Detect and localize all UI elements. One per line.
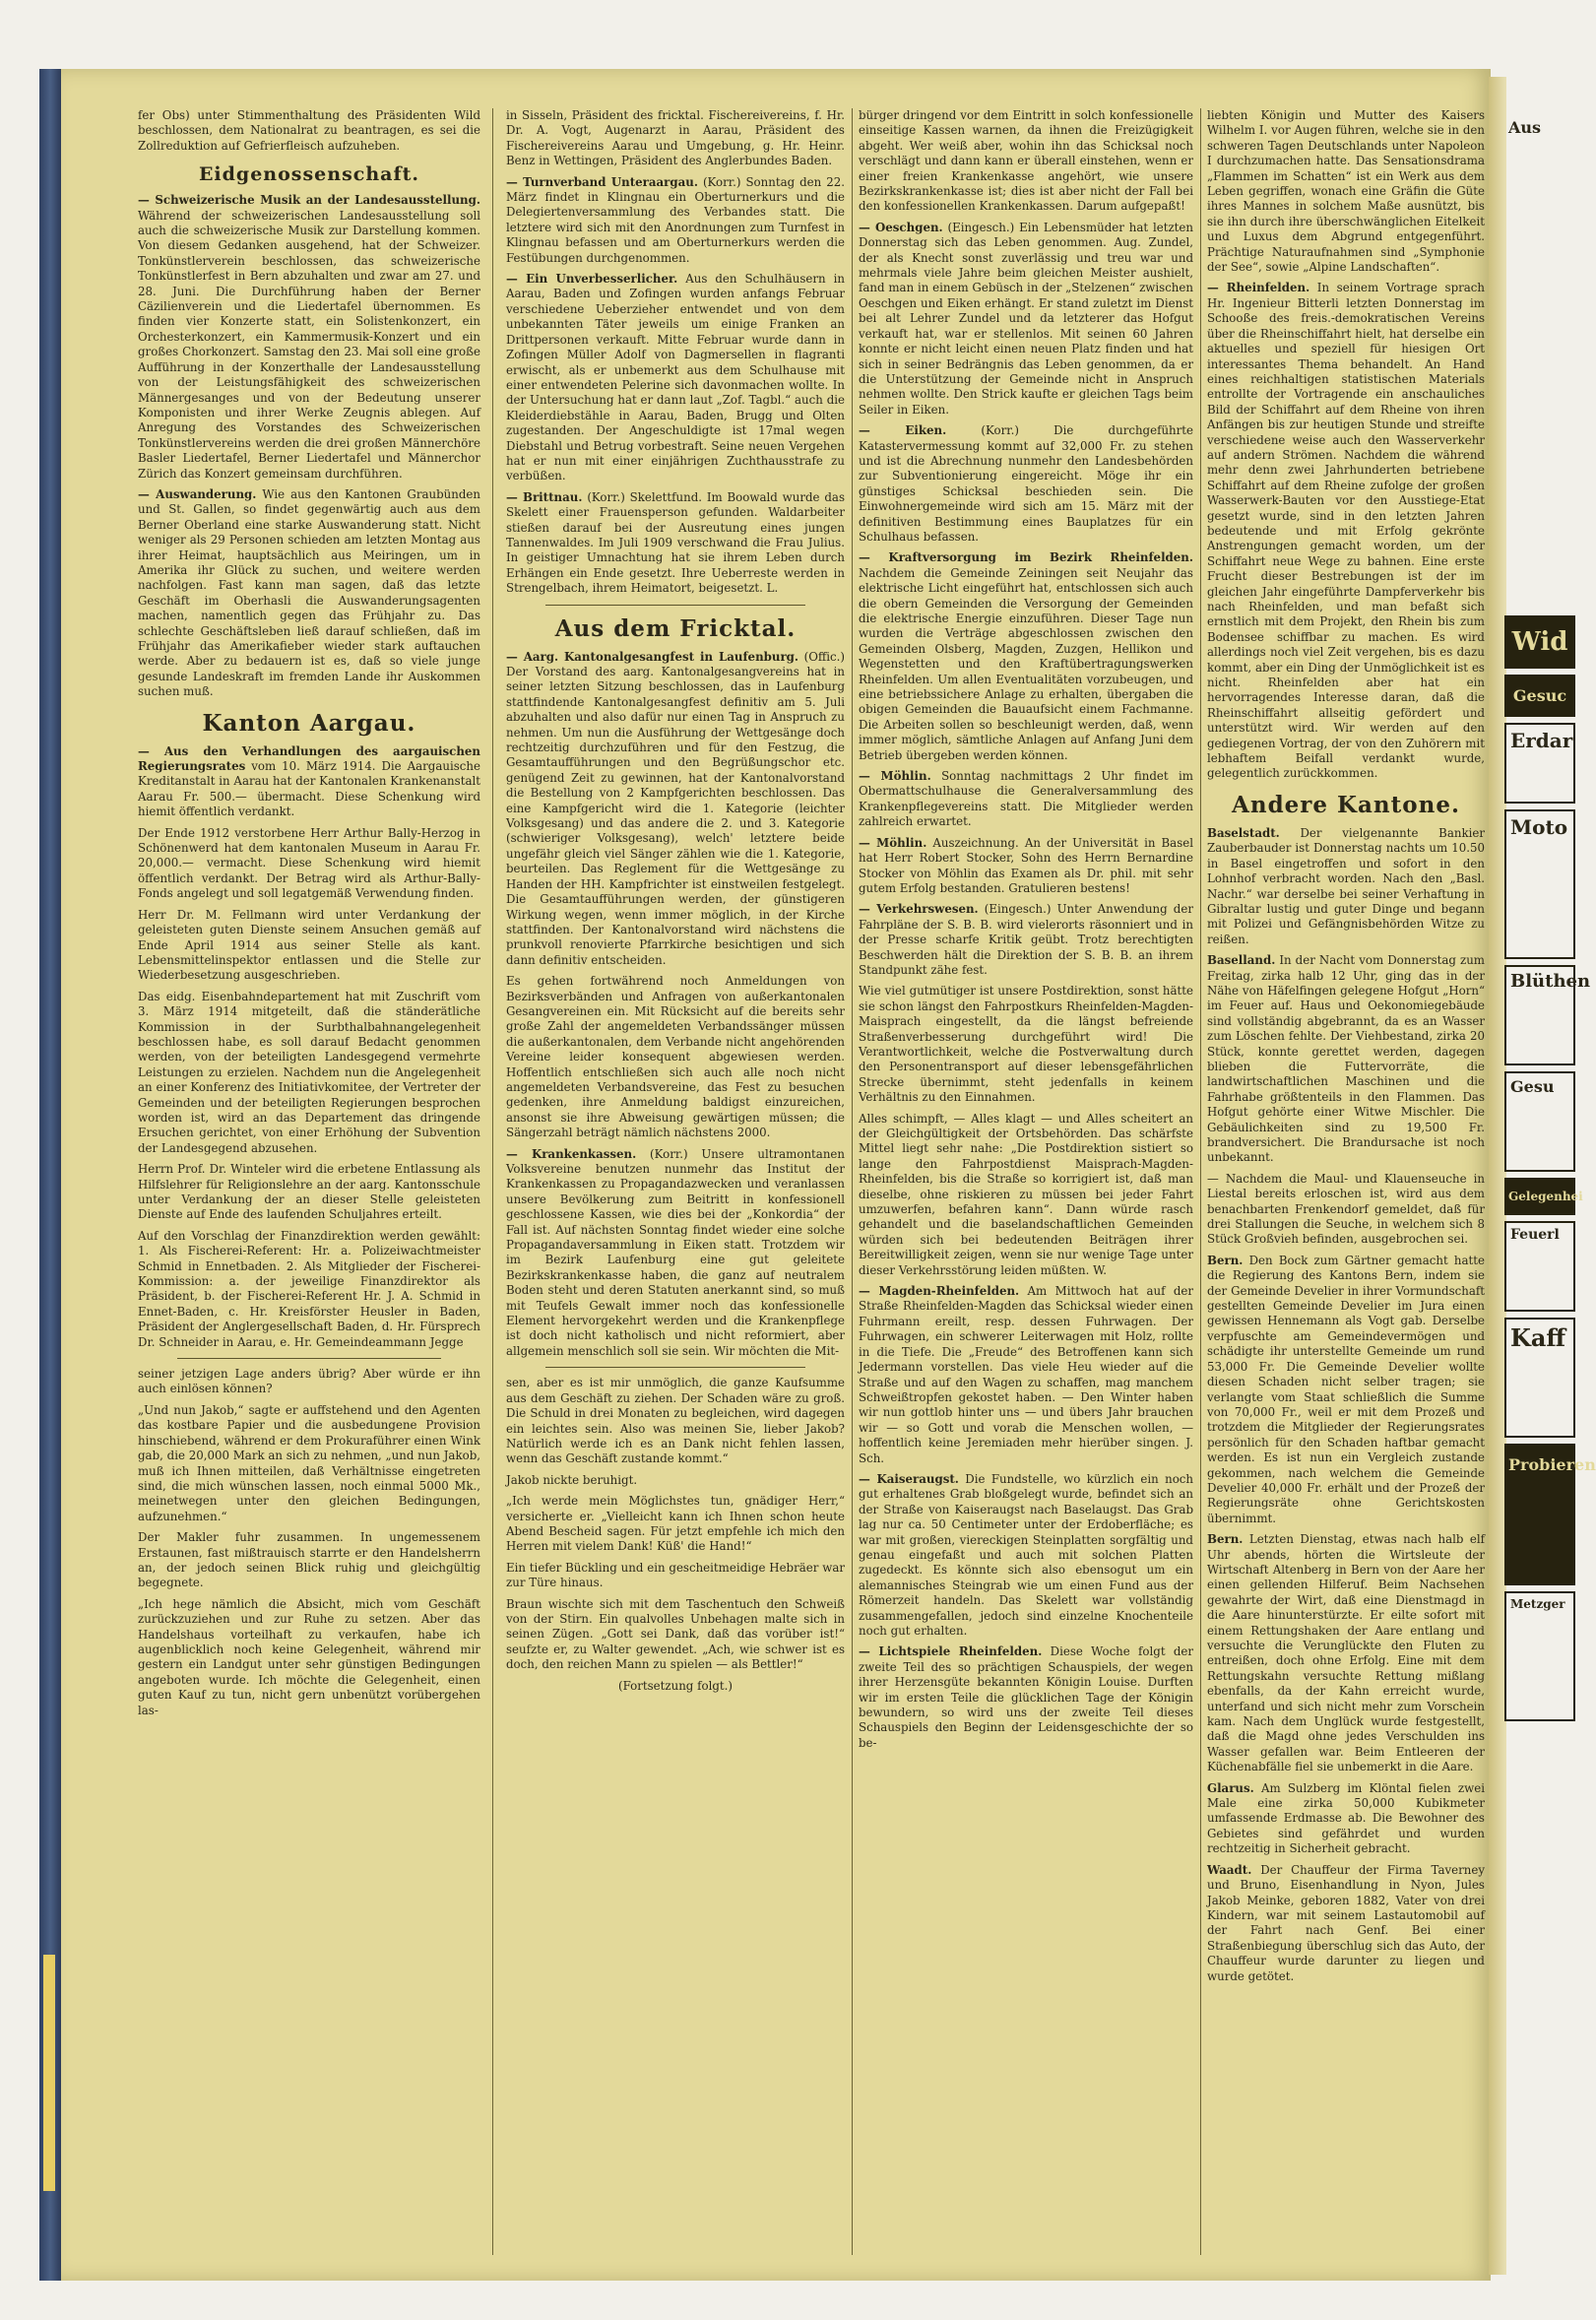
article [859,423,1193,545]
ad-banner: Wid [1504,615,1575,669]
article-signature: J. Sch. [859,1436,1193,1465]
article-text: Wie aus den Kantonen Graubünden und St. Gallen, so findet gegenwärtig auch aus dem Berner Oberland eine starke Auswanderung statt. Nicht weniger als 29 Personen schieden am letzten Montag aus ihrer Heimat, hauptsächlich aus Meiringen, um in Amerika ihr Glück zu suchen, und weitere werden nachfolgen. Fast kann man sagen, daß das letzte Geschäft im Oberhasli die Auswanderungsagenten machen, namentlich gegen das Frühjahr zu. Das schlechte Geschäftsleben ließ darauf schließen, daß im Frühjahr das Amerikafieber wieder stark auftauchen werde. Aber zu bedauern ist es, daß so viele junge gesunde Landeskraft im fremden Lande ihr Auskommen suchen muß. [138,486,480,699]
ad-heading: Aus [1508,118,1542,137]
article-text: In seinem Vortrage sprach Hr. Ingenieur Bitterli letzten Donnerstag im Schooße des freis.-demokratischen Vereins über die Rheinschiffahrt hielt, hat derselbe ein aktuelles und speziell für hiesigen Ort interessantes Thema behandelt. An Hand eines reichhaltigen statistischen Materials entrollte der Vortragende ein anschauliches Bild der Schiffahrt auf dem Rheine von ihren Anfängen bis zur heutigen Stunde und streifte verschiedene weise auch den Wasserverkehr auf andern Strömen. Nachdem die während mehr denn zwei Jahrhunderten betriebene Schiffahrt auf dem Rheine zufolge der großen Wasserwerk-Bauten vor den Ausstiege-Etat gesetzt wurde, sind in den letzten Jahren bedeutende und mit Erfolg gekrönte Anstrengungen gemacht worden, um der Schiffahrt neue Wege zu bahnen. Eine erste Frucht dieser Bestrebungen ist der im gleichen Jahr eingeführte Dampferverkehr bis nach Rheinfelden, und man befaßt sich ernstlich mit dem Projekt, den Rhein bis zum Bodensee schiffbar zu machen. Es wird allerdings noch viel Zeit vergehen, bis es dazu kommt, aber ein Ding der Unmöglichkeit ist es nicht. Rheinfelden aber hat ein hervorragendes Interesse daran, daß die Rheinschiffahrt allseitig gefördert und unterstützt wird. Wir werden auf den gediegenen Vortrag, der von den Zuhörern mit lebhaftem Beifall verdankt wurde, gelegentlich zurückkommen. [1207,281,1486,781]
article-text: (Korr.) Unsere ultramontanen Volksvereine benutzen nunmehr das Institut der Krankenkassen zu Propagandazwecken und veranlassen unsere Bevölkerung zum Beitritt in konfessionell geschlossene Kassen, wie dies bei der „Konkordia“ der Fall ist. Auf nächsten Sonntag findet wieder eine solche Propagandaversammlung in Eiken statt. Trotzdem wir im Bezirk Laufenburg eine gut geleitete Bezirkskrankenkasse haben, die ganz auf neutralem Boden steht und deren Statuten anerkannt sind, so muß mit Teufels Gewalt immer noch das konfessionelle Element hervorgekehrt werden und die Krankenpflege ist doch nicht katholisch und nicht reformiert, aber allgemein menschlich soll sie sein. Wir möchten die Mit- [506,1146,845,1358]
article-text: Der Chauffeur der Firma Taverney und Bruno, Eisenhandlung in Nyon, Jules Jakob Meinke, geboren 1882, Vater von drei Kindern, war mit seinem Lastautomobil auf der Fahrt nach Genf. Bei einer Straßenbiegung überschlug sich das Auto, der Chauffeur wurde darunter zu liegen und wurde getötet. [1207,1862,1486,1983]
article [1207,1254,1485,1526]
novel-text: „Ich hege nämlich die Absicht, mich vom Geschäft zurückzuziehen und zur Ruhe zu setzen. Aber das Handelshaus vorteilhaft zu verkaufen, habe ich augenblicklich noch keine Gelegenheit, während mir gestern ein Landgut unter sehr günstigen Bedingungen angeboten wurde. Ich möchte die Gelegenheit, einen guten Kauf zu tun, nicht gern unbenützt vorübergehen las- [138,1596,480,1717]
article-signature: L. [766,581,779,596]
article-title: — Möhlin. [859,769,931,784]
feuilleton-divider [177,1358,441,1359]
column-2 [506,108,845,1700]
article-title: — Lichtspiele Rheinfelden. [859,1644,1043,1659]
article-title: Bern. [1207,1253,1244,1267]
article [1207,281,1485,781]
article-text: (Offic.) Der Vorstand des aarg. Kantonalgesangvereins hat in seiner letzten Sitzung beschlossen, das in Laufenburg stattfindende Kantonalgesangfest definitiv am 5. Juli abzuhalten und also dafür nur einen Tag in Anspruch zu nehmen. Um nun die Ausführung der Wettgesänge doch rechtzeitig durchzuführen und für den Festzug, die Gesamtaufführungen und den Begrüßungschor etc. genügend Zeit zu gewinnen, hat der Kantonalvorstand die Bestellung von 2 Kampfgerichten beschlossen. Das eine Kampfgericht wird die 1. Kategorie (leichter Volksgesang) und das andere die 2. und 3. Kategorie (schwieriger Volksgesang), welch' letztere beide ungefähr gleich viel Sänger zählen wie die 1. Kategorie, beurteilen. Das Reglement für die Wettgesänge zu Handen der HH. Kampfrichter ist einstweilen festgelegt. Die Gesamtaufführungen werden, der günstigeren Wirkung wegen, wenn immer möglich, in der Kirche stattfinden. Der Kantonalvorstand wird nächstens die prunkvoll renovierte Pfarrkirche besichtigen und sich dann definitiv entscheiden. [506,649,846,967]
article-text: Wie viel gutmütiger ist unsere Postdirektion, sonst hätte sie schon längst den Fahrpostkurs Rheinfelden-Magden-Maisprach eingestellt, da die längst befreiende Straßenverbesserung durchgeführt wird! Die Verantwortlichkeit, welche die Postverwaltung durch den Personentransport auf dieser lebensgefährlichen Strecke übernimmt, steht jedenfalls in keinem Verhältnis zu den Einnahmen. [859,984,1193,1105]
article-text: Nachdem die Gemeinde Zeiningen seit Neujahr das elektrische Licht eingeführt hat, entschlossen sich auch die obern Gemeinden die Versorgung der Gemeinden die elektrische Energie einzuführen. Dieser Tage nun wurden die Verträge abgeschlossen zwischen den Gemeinden Olsberg, Magden, Zuzgen, Hellikon und Wegenstetten und den Kraftübertragungswerken Rheinfelden. Um allen Eventualitäten vorzubeugen, und eine betriebssichere Anlage zu erhalten, übergaben die obigen Gemeinden die Bauaufsicht einem Fachmanne. Die Arbeiten sollen so beschleunigt werden, daß, wenn immer möglich, sämtliche Anlagen auf Anfang Juni dem Betrieb übergeben werden können. [859,565,1193,762]
article-text: Auszeichnung. An der Universität in Basel hat Herr Robert Stocker, Sohn des Herrn Bernardine Stocker von Möhlin das Examen als Dr. phil. mit sehr gutem Erfolg bestanden. Gratulieren bestens! [859,835,1193,895]
article-title: Waadt. [1207,1862,1252,1877]
article-text: bürger dringend vor dem Eintritt in solch konfessionelle einseitige Kassen warnen, da ihnen die Freizügigkeit abgeht. Wer weiß aber, wohin ihn das Schicksal noch verschlägt und dann kann er überall einstehen, wenn er einer freien Krankenkasse angehört, wie unsere Bezirkskrankenkasse ist; dies ist aber nicht der Fall bei den konfessionellen Krankenkassen. Darum aufgepaßt! [859,108,1193,214]
ad-box: Erdar [1504,723,1575,804]
column-rule [492,108,493,2255]
article-text: in Sisseln, Präsident des fricktal. Fischereivereins, f. Hr. Dr. A. Vogt, Augenarzt in Aarau, Präsident des Fischereivereins Aarau und Umgebung, g. Hr. Heinr. Benz in Wettingen, Präsident des Anglerbundes Baden. [506,108,845,168]
novel-text: „Ich werde mein Möglichstes tun, gnädiger Herr,“ versicherte er. „Vielleicht kann ich Ihnen schon heute Abend Bescheid sagen. Für jetzt empfehle ich mich den Herren mit vielem Dank! Küß' die Hand!“ [506,1494,845,1554]
article-text: (Korr.) Skelettfund. Im Boowald wurde das Skelett einer Frauensperson gefunden. Waldarbeiter stießen darauf bei der Ausreutung eines jungen Tannenwaldes. Im Juli 1909 verschwand die Frau Julius. In geistiger Umnachtung hat sie ihrem Leben durch Erhängen ein Ende gesetzt. Ihre Ueberreste werden in Strengelbach, ihrem Heimatort, beigesetzt. [506,489,846,596]
article [506,272,845,484]
article-title: — Kaiseraugst. [859,1471,959,1486]
ad-box: Gesu [1504,1071,1575,1172]
section-heading: Aus dem Fricktal. [554,614,797,642]
article-title: — Verkehrswesen. [859,902,979,917]
article-title: — Ein Unverbesserlicher. [506,272,678,287]
article-text: Letzten Dienstag, etwas nach halb elf Uhr abends, hörten die Wirtsleute der Wirtschaft Altenberg in Bern von der Aare her einen gellenden Hilferuf. Beim Nachsehen gewahrte der Wirt, daß eine Dienstmagd in die Aare hinunterstürzte. Er eilte sofort mit einem Rettungshaken der Aare entlang und versuchte die Verunglückte den Fluten zu entreißen, doch ohne Erfolg. Eine mit dem Rettungskahn versuchte Rettung mißlang ebenfalls, da der Kahn erreicht wurde, unterfand und sich nicht mehr zum Vorschein kam. Nach dem Unglück wurde festgestellt, daß die Magd ohne jedes Verschulden ins Wasser gefallen war. Beim Entleeren der Küchenabfälle fiel sie unbemerkt in die Aare. [1207,1532,1485,1774]
article [859,1644,1193,1751]
article-text: Alles schimpft, — Alles klagt — und Alles scheitert an der Gleichgültigkeit der Ortsbehörden. Das schärfste Mittel liegt sehr nahe: „Die Postdirektion sistiert so lange den Fahrpostdienst Maisprach-Magden-Rheinfelden, bis die Straße so korrigiert ist, daß man dieselbe, ohne riskieren zu müssen bei jeder Fahrt umzuwerfen, befahren kann“. Dann würde rasch gehandelt und die baselandschaftlichen Gemeinden würden sich bei bedeutenden Beiträgen ihrer Bereitwilligkeit zeigen, wenn sie nur wenige Tage unter dieser Verkehrsstörung leiden müßten. [859,1111,1193,1277]
article [1207,953,1485,1166]
novel-text: sen, aber es ist mir unmöglich, die ganze Kaufsumme aus dem Geschäft zu ziehen. Der Schaden wäre zu groß. Die Schuld in drei Monaten zu begleichen, wird dagegen ein leichtes sein. Also was meinen Sie, lieber Jakob? Natürlich werde ich es an Dank nicht fehlen lassen, wenn das Geschäft zustande kommt.“ [506,1376,845,1466]
article-text: Auf den Vorschlag der Finanzdirektion werden gewählt: 1. Als Fischerei-Referent: Hr. a. Polizeiwachtmeister Schmid in Ennetbaden. 2. Als Mitglieder der Fischerei-Kommission: a. der jeweilige Finanzdirektor als Präsident, b. der Fischerei-Referent Hr. J. A. Schmid in Ennet-Baden, c. Hr. Kreisförster Heusler in Baden, Präsident der Anglergesellschaft Baden, d. Hr. Fürsprech Dr. Schneider in Aarau, e. Hr. Gemeindeammann Jegge [138,1228,480,1349]
article-title: — Auswanderung. [138,486,257,501]
article-signature: W. [1093,1262,1107,1277]
article-text: Der Ende 1912 verstorbene Herr Arthur Bally-Herzog in Schönenwerd hat dem kantonalen Museum in Aarau Fr. 20,000.— vermacht. Diese Schenkung wird hiemit öffentlich verdankt. Der Betrag wird als Arthur-Bally-Fonds angelegt und soll legatgemäß Verwendung finden. [138,825,480,901]
article-title: — Oeschgen. [859,220,943,234]
article-text: fer Obs) unter Stimmenthaltung des Präsidenten Wild beschlossen, dem Nationalrat zu beantragen, es sei die Zollreduktion auf Gefrierfleisch aufzuheben. [138,108,480,153]
article-text: Es gehen fortwährend noch Anmeldungen von Bezirksverbänden und Anfragen von außerkantonalen Gesangvereinen ein. Mit Rücksicht auf die bereits sehr große Zahl der angemeldeten Verbandssänger müssen die außerkantonalen, dem Verbande nicht angehörenden Vereine leider konsequent abgewiesen werden. Hoffentlich entschließen sich auch alle noch nicht angemeldeten Verbandsvereine, das Fest zu besuchen gedenken, ihre Anmeldung baldigst einzureichen, ansonst sie ihre Abweisung gewärtigen müssen; die Sängerzahl beträgt nämlich nächstens 2000. [506,974,845,1140]
feuilleton-divider [545,1367,805,1368]
article [859,769,1193,830]
column-4 [1207,108,1485,1990]
article [859,1284,1193,1466]
article [1207,1781,1485,1857]
ad-box: Moto [1504,809,1575,959]
column-rule [852,108,853,2255]
ad-box: Blüthen [1504,965,1575,1065]
section-divider [545,605,805,606]
article-title: — Magden-Rheinfelden. [859,1284,1020,1299]
article-text: liebten Königin und Mutter des Kaisers Wilhelm I. vor Augen führen, welche sie in den schweren Tagen Deutschlands unter Napoleon I durchzumachen hatte. Das Sensationsdrama „Flammen im Schatten“ ist ein Werk aus dem Leben gegriffen, wonach eine Gräfin die Güte ihres Mannes in solchem Maße ausnützt, bis sie ihn durch ihre überschwänglichen Eitelkeit und Luxus dem Abgrund entgegenführt. Prächtige Naturaufnahmen sind „Symphonie der See“, sowie „Alpine Landschaften“. [1207,108,1485,275]
binding-label [43,1955,55,2191]
article-text: Herr Dr. M. Fellmann wird unter Verdankung der geleisteten guten Dienste seinem Ansuchen gemäß auf Ende April 1914 aus seiner Stelle als kant. Lebensmittelinspektor entlassen und die Stelle zur Wiederbesetzung ausgeschrieben. [138,907,480,983]
article-text: — Nachdem die Maul- und Klauenseuche in Liestal bereits erloschen ist, wird aus dem benachbarten Frenkendorf gemeldet, daß für drei Stallungen die Seuche, in welchem sich 8 Stück Großvieh befinden, ausgebrochen sei. [1207,1171,1485,1247]
article [859,1472,1193,1639]
article-text: Am Mittwoch hat auf der Straße Rheinfelden-Magden das Schicksal wieder einen Fuhrmann ereilt, resp. dessen Fuhrwagen. Der Fuhrwagen, ein schwerer Leiterwagen mit Holz, rollte in die Tiefe. Die „Freude“ des Betroffenen kann sich Jedermann vorstellen. Das viele Heu wieder auf die Straße und auf den Wagen zu schaffen, mag manchem Schweißtropfen gekostet haben. — Den Winter haben wir nun gottlob hinter uns — und übers Jahr brauchen wir — so Gott und vorab die Menschen wollen, — hoffentlich keine Jeremiaden mehr hierüber singen. [859,1284,1194,1450]
article-title: Baselland. [1207,953,1276,968]
article-text: Das eidg. Eisenbahndepartement hat mit Zuschrift vom 3. März 1914 mitgeteilt, daß die ständerätliche Kommission in der Surbthalbahnangelegenheit beschlossen habe, es soll darauf Bedacht genommen werden, von der beteiligten Landesgegend vermehrte Leistungen zu erzielen. Nachdem nun die Angelegenheit an einer Konferenz des Initiativkomitee, der Vertreter der Gemeinden und der beteiligten Regierungen besprochen worden ist, wird an das Departement das dringende Ersuchen gerichtet, von einer Erhöhung der Subvention der Landesgegend abzusehen. [138,989,480,1155]
article [859,221,1193,418]
ad-banner: Gelegenhei [1504,1178,1575,1215]
article-text: Sonntag nachmittags 2 Uhr findet im Obermattschulhause die Generalversammlung des Krankenpflegevereins statt. Die Mitglieder werden zahlreich erwartet. [859,769,1193,829]
article-title: — Schweizerische Musik an der Landesausstellung. [138,193,480,208]
article-title: — Aus den Verhandlungen des aargauischen Regierungsrates [138,743,480,774]
article-text: In der Nacht vom Donnerstag zum Freitag, zirka halb 12 Uhr, ging das in der Nähe von Häfelfingen gelegene Hofgut „Horn“ im Feuer auf. Haus und Oekonomiegebäude sind vollständig abgebrannt, da es an Wasser zum Löschen fehlte. Der Viehbestand, zirka 20 Stück, konnte gerettet werden, dagegen blieben die Futtervorräte, die landwirtschaftlichen Maschinen und die Fahrhabe größtenteils in den Flammen. Das Hofgut gehörte einer Witwe Mischler. Die Gebäulichkeiten sind zu 19,500 Fr. brandversichert. Die Brandursache ist noch unbekannt. [1207,953,1485,1165]
continuation-note: (Fortsetzung folgt.) [618,1678,733,1693]
article-text: Der vielgenannte Bankier Zauberbauder ist Donnerstag nachts um 10.50 in Basel eingetroffen und sofort in den Lohnhof verbracht worden. Nach den „Basl. Nachr.“ war derselbe bei seiner Verhaftung in Gibraltar lustig und guter Dinge und begann mit Polizei und Gefängnisbehörden Witze zu reißen. [1207,825,1485,946]
article-title: Bern. [1207,1532,1244,1547]
article-title: — Kraftversorgung im Bezirk Rheinfelden. [859,550,1193,565]
article-title: — Aarg. Kantonalgesangfest in Laufenburg. [506,649,799,664]
article-text: Während der schweizerischen Landesausstellung soll auch die schweizerische Musik zur Darstellung kommen. Von diesem Gedanken ausgehend, hat der Schweizer. Tonkünstlerverein beschlossen, das schweizerische Tonkünstlerfest in Bern abzuhalten und zwar am 27. und 28. Juni. Die Durchführung haben der Berner Cäzilienverein und die Liedertafel übernommen. Es finden vier Konzerte statt, ein Solistenkonzert, ein Orchesterkonzert, ein Kammermusik-Konzert und ein großes Chorkonzert. Samstag den 23. Mai soll eine große Aufführung in der Konzerthalle der Landesausstellung von der Leistungsfähigkeit des schweizerischen Männergesanges und von der Bedeutung unserer Komponisten und ihrer Werke Zeugnis ablegen. Auf Anregung des Vorstandes des Schweizerischen Tonkünstlervereins werden die drei großen Männerchöre Basler Liedertafel, Berner Liedertafel und Männerchor Zürich das Konzert gemeinsam durchführen. [138,208,480,481]
section-heading: Eidgenossenschaft. [198,163,420,186]
article [859,902,1193,978]
article [506,1147,845,1360]
book-binding [39,69,61,2281]
section-heading: Andere Kantone. [1232,791,1460,818]
article-title: — Eiken. [859,423,947,438]
article-text: Den Bock zum Gärtner gemacht hatte die Regierung des Kantons Bern, indem sie der Gemeinde Develier in ihrer Vormundschaft gestellten Gemeinde Develier im Jura einen gewissen Hennemann als Vogt gab. Derselbe verpfuschte am Gemeindevermögen und schädigte ihr unterstellte Gemeinde um rund 53,000 Fr. Die Gemeinde Develier wollte diesen Schaden nicht selber tragen; sie verlangte vom Staat schließlich die Summe von 70,000 Fr., weil er mit dem Prozeß und trotzdem die Mitglieder der Regierungsrates persönlich für den Schaden haftbar gemacht werden. Es ist nun ein Vergleich zustande gekommen, nach welchem die Gemeinde Develier 40,000 Fr. erhält und der Prozeß der Regierungsräte ohne Gerichtskosten übernimmt. [1207,1253,1485,1525]
article [138,487,480,700]
column-rule [1200,108,1201,2255]
article [506,175,845,266]
article [1207,826,1485,947]
column-3 [859,108,1193,1757]
ad-box: Kaff [1504,1318,1575,1438]
column-1 [138,108,480,1724]
article-title: — Brittnau. [506,489,583,504]
article-text: Aus den Schulhäusern in Aarau, Baden und Zofingen wurden anfangs Februar verschiedene Ueberzieher entwendet und von dem unbekannten Täter jeweils um einige Franken an Drittpersonen verkauft. Mitte Februar wurde dann in Zofingen Müller Adolf von Dagmersellen in flagranti erwischt, als er unbemerkt aus dem Schulhause mit einer entwendeten Pelerine sich davonmachen wollte. In der Untersuchung hat er dann laut „Zof. Tagbl.“ auch die Kleiderdiebstähle in Aarau, Baden, Brugg und Olten zugestanden. Der Angeschuldigte ist 17mal wegen Diebstahl und Betrug vorbestraft. Seine neuen Vergehen hat er nun mit einer einjährigen Zuchthausstrafe zu verbüßen. [506,272,845,483]
ad-banner: Gesuc [1504,675,1575,717]
ad-box: Metzger [1504,1591,1575,1721]
article [138,193,480,482]
ad-banner: Probieren [1504,1444,1575,1585]
novel-text: Ein tiefer Bückling und ein gescheitmeidige Hebräer war zur Türe hinaus. [506,1560,845,1590]
article-text: (Korr.) Die durchgeführte Katastervermessung kommt auf 32,000 Fr. zu stehen und ist die Abrechnung nunmehr den Landesbehörden zur Subventionierung eingereicht. Möge ihr ein günstiges Schicksal beschieden sein. Die Einwohnergemeinde wird sich am 15. März mit der definitiven Bestimmung eines Bauplatzes für ein Schulhaus befassen. [859,423,1194,544]
ad-box: Feuerl [1504,1221,1575,1312]
section-heading: Kanton Aargau. [202,709,416,737]
article-title: — Rheinfelden. [1207,281,1310,295]
article [1207,1532,1485,1775]
article-text: Diese Woche folgt der zweite Teil des so prächtigen Schauspiels, der wegen ihrer Herzensgüte bekannten Königin Louise. Durften wir im ersten Teile die glücklichen Tage der Königin bewundern, so wird uns der zweite Teil dieses Schauspiels den Beginn der Leidensgeschichte der so be- [859,1644,1193,1750]
article-title: Baselstadt. [1207,825,1280,840]
article [859,550,1193,763]
novel-text: Der Makler fuhr zusammen. In ungemessenem Erstaunen, fast mißtrauisch starrte er den Handelsherrn an, der jedoch seinen Blick ruhig und gleichgültig begegnete. [138,1530,480,1590]
article-title: — Krankenkassen. [506,1146,637,1161]
adjacent-page-ads [1504,108,1596,1727]
novel-text: Braun wischte sich mit dem Taschentuch den Schweiß von der Stirn. Ein qualvolles Unbehagen malte sich in seinen Zügen. „Gott sei Dank, daß das vorüber ist!“ seufzte er, zu Walter gewendet. „Ach, wie schwer ist es doch, den reichen Mann zu spielen — als Bettler!“ [506,1596,845,1672]
article [506,490,845,597]
novel-text: seiner jetzigen Lage anders übrig? Aber würde er ihn auch einlösen können? [138,1367,480,1396]
article-text: (Korr.) Sonntag den 22. März findet in Klingnau ein Oberturnerkurs und die Delegiertenversammlung des Verbandes statt. Die letztere wird sich mit den Anordnungen zum Turnfest in Klingnau befassen und am Oberturnerkurs werden die Festübungen durchgenommen. [506,174,846,265]
article [859,836,1193,897]
article-title: — Turnverband Unteraargau. [506,174,698,189]
article [506,650,845,969]
article-text: Am Sulzberg im Klöntal fielen zwei Male eine zirka 50,000 Kubikmeter umfassende Erdmasse ab. Die Bewohner des Gebietes sind gefährdet und wurden rechtzeitig in Sicherheit gebracht. [1207,1780,1485,1856]
novel-text: Jakob nickte beruhigt. [506,1472,638,1487]
article [1207,1863,1485,1984]
novel-text: „Und nun Jakob,“ sagte er auffstehend und den Agenten das kostbare Papier und die ausbedungene Provision hinschiebend, während er dem Prokuraführer einen Wink gab, die 20,000 Mark an sich zu nehmen, „und nun Jakob, muß ich Ihnen mitteilen, daß Verhältnisse eingetreten sind, die mich wünschen lassen, noch einmal 5000 Mk., meinetwegen unter den gleichen Bedingungen, aufzunehmen.“ [138,1402,481,1523]
article-text: Herrn Prof. Dr. Winteler wird die erbetene Entlassung als Hilfslehrer für Religionslehre an der aarg. Kantonsschule unter Verdankung der an dieser Stelle geleisteten Dienste auf Ende des laufenden Schuljahres erteilt. [138,1162,480,1222]
article-text: vom 10. März 1914. Die Aargauische Kreditanstalt in Aarau hat der Kantonalen Krankenanstalt Aarau Fr. 500.— übermacht. Diese Schenkung wird hiemit öffentlich verdankt. [138,759,480,819]
article [859,1112,1193,1278]
article [138,744,480,820]
article-text: (Eingesch.) Ein Lebensmüder hat letzten Donnerstag sich das Leben genommen. Aug. Zundel, der als Knecht sonst zuverlässig und treu war und mehrmals viele Jahre beim gleichen Meister aushielt, fand man in einem Gebüsch in der „Stelzenen“ zwischen Oeschgen und Eiken erhängt. Er stand zuletzt im Dienst bei alt Lehrer Zundel und da letzterer das Hofgut verkauft hat, war er stellenlos. Mit seinen 60 Jahren konnte er nicht leicht einen neuen Platz finden und hat sich in seiner Bedrängnis das Leben genommen, da er die Unterstützung der Gemeinde nicht in Anspruch nehmen wollte. Den Strick kaufte er gleichen Tags beim Seiler in Eiken. [859,220,1193,417]
article-title: Glarus. [1207,1780,1254,1795]
article-text: (Eingesch.) Unter Anwendung der Fahrpläne der S. B. B. wird vielerorts räsonniert und in der Presse scharfe Kritik geübt. Trotz berechtigten Beschwerden hält die Direktion der S. B. B. an ihrem Standpunkt zähe fest. [859,902,1193,977]
article-title: — Möhlin. [859,835,927,850]
article-text: Die Fundstelle, wo kürzlich ein noch gut erhaltenes Grab bloßgelegt wurde, befindet sich an der Straße von Kaiseraugst nach Baselaugst. Das Grab lag nur ca. 50 Centimeter unter der Erdoberfläche; es war mit großen, viereckigen Steinplatten sorgfältig und genau eingefaßt und auch mit solchen Platten zugedeckt. Es könnte sich also ebensogut um ein alemannisches Steingrab wie um einen Fund aus der Römerzeit handeln. Das Skelett war vollständig zusammengefallen, jedoch sind einzelne Knochenteile noch gut erhalten. [859,1471,1194,1638]
